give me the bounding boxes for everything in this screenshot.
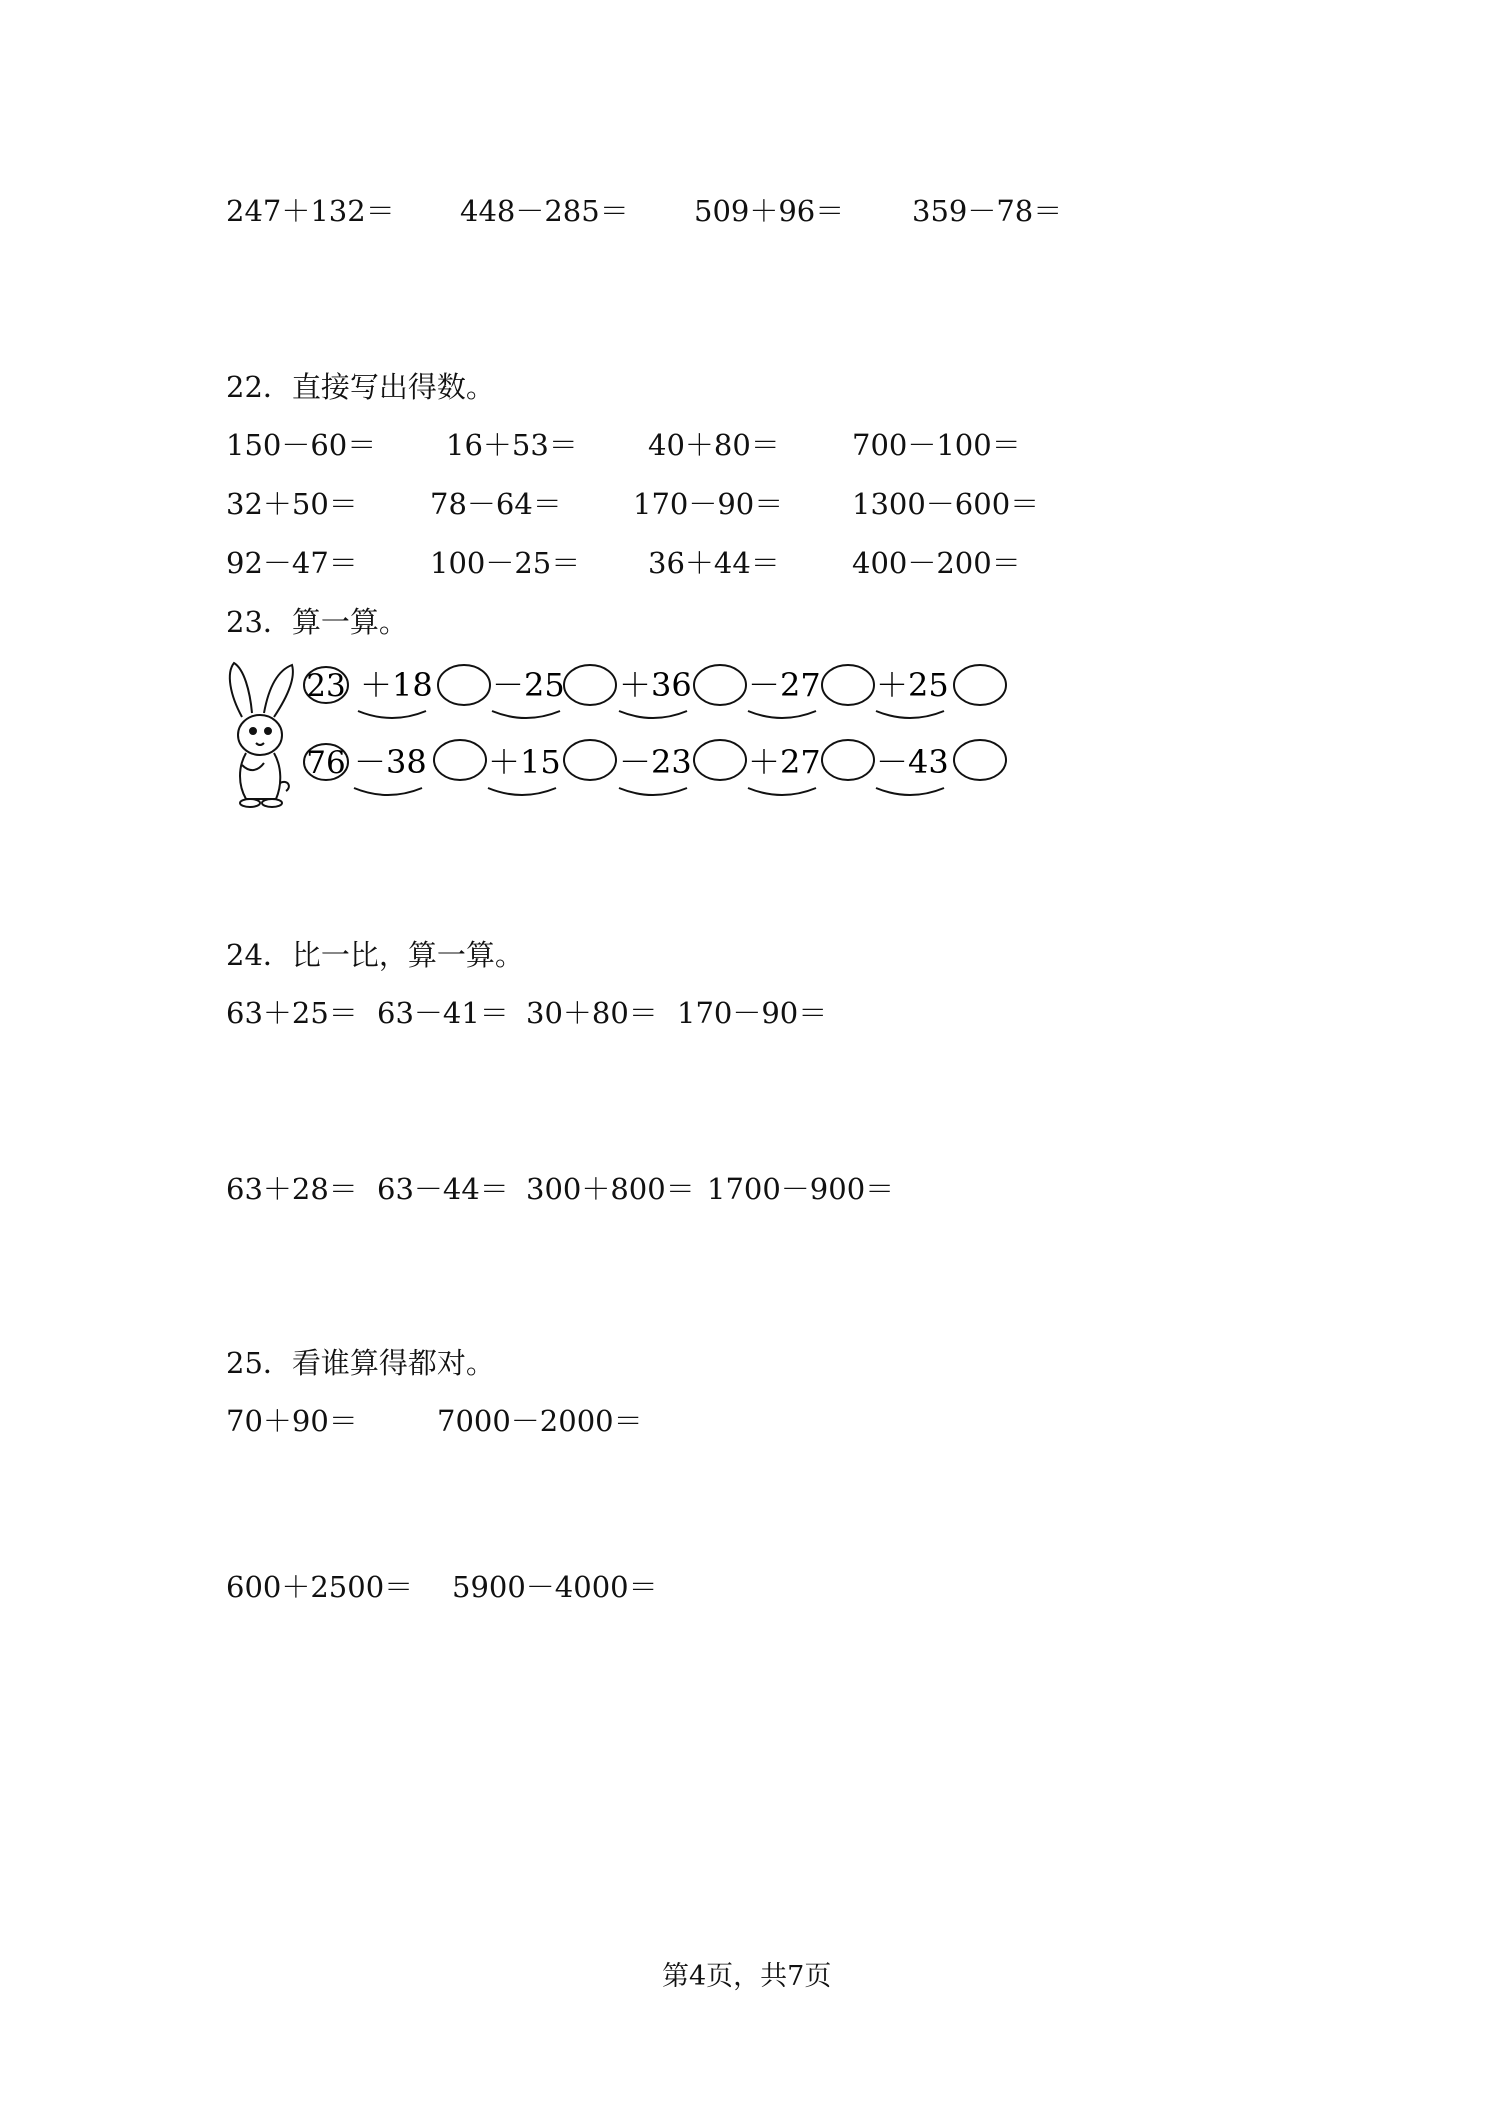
chain-op: －25 bbox=[492, 666, 565, 704]
top-eq-4: 359－78＝ bbox=[912, 194, 1063, 228]
chain-op: ＋15 bbox=[488, 743, 561, 781]
q25-title: 25．看谁算得都对。 bbox=[226, 1346, 495, 1380]
q25-eq: 70＋90＝ bbox=[226, 1404, 358, 1438]
q24-eq: 300＋800＝ bbox=[526, 1172, 695, 1206]
answer-circle[interactable] bbox=[822, 740, 874, 780]
q22-title: 22．直接写出得数。 bbox=[226, 370, 495, 404]
q22-eq: 92－47＝ bbox=[226, 546, 358, 580]
answer-circle[interactable] bbox=[694, 740, 746, 780]
chain-op: ＋27 bbox=[748, 743, 821, 781]
q25-eq: 7000－2000＝ bbox=[437, 1404, 643, 1438]
rabbit-icon bbox=[230, 663, 293, 807]
answer-circle[interactable] bbox=[564, 740, 616, 780]
answer-circle[interactable] bbox=[694, 665, 746, 705]
answer-circle[interactable] bbox=[954, 740, 1006, 780]
chain-op: ＋36 bbox=[619, 666, 692, 704]
q24-eq: 63－41＝ bbox=[377, 996, 509, 1030]
q22-eq: 78－64＝ bbox=[430, 487, 562, 521]
chain-op: －27 bbox=[748, 666, 821, 704]
answer-circle[interactable] bbox=[564, 665, 616, 705]
q22-eq: 700－100＝ bbox=[852, 428, 1021, 462]
top-eq-1: 247＋132＝ bbox=[226, 194, 395, 228]
q24-eq: 1700－900＝ bbox=[707, 1172, 895, 1206]
chain-op: －43 bbox=[876, 743, 949, 781]
q22-eq: 170－90＝ bbox=[633, 487, 784, 521]
q25-eq: 600＋2500＝ bbox=[226, 1570, 414, 1604]
page-footer: 第4页，共7页 bbox=[662, 1961, 832, 1992]
answer-circle[interactable] bbox=[822, 665, 874, 705]
q25-eq: 5900－4000＝ bbox=[452, 1570, 658, 1604]
q24-eq: 170－90＝ bbox=[677, 996, 828, 1030]
q22-eq: 400－200＝ bbox=[852, 546, 1021, 580]
q24-eq: 63－44＝ bbox=[377, 1172, 509, 1206]
q24-title: 24．比一比，算一算。 bbox=[226, 938, 524, 972]
q22-eq: 32＋50＝ bbox=[226, 487, 358, 521]
q22-eq: 1300－600＝ bbox=[852, 487, 1040, 521]
top-eq-2: 448－285＝ bbox=[460, 194, 629, 228]
chain-op: ＋18 bbox=[360, 666, 433, 704]
q23-title: 23．算一算。 bbox=[226, 605, 408, 639]
answer-circle[interactable] bbox=[438, 665, 490, 705]
chain-2 bbox=[304, 740, 1006, 795]
chain-2-start: 76 bbox=[306, 745, 346, 781]
q24-eq: 30＋80＝ bbox=[526, 996, 658, 1030]
chain-op: ＋25 bbox=[876, 666, 949, 704]
q22-eq: 40＋80＝ bbox=[648, 428, 780, 462]
q22-eq: 150－60＝ bbox=[226, 428, 377, 462]
q23-chain-figure bbox=[220, 655, 1040, 815]
answer-circle[interactable] bbox=[434, 740, 486, 780]
q22-eq: 36＋44＝ bbox=[648, 546, 780, 580]
chain-1 bbox=[304, 665, 1006, 718]
q24-eq: 63＋28＝ bbox=[226, 1172, 358, 1206]
q22-eq: 16＋53＝ bbox=[446, 428, 578, 462]
top-eq-3: 509＋96＝ bbox=[694, 194, 845, 228]
chain-op: －23 bbox=[619, 743, 692, 781]
chain-op: －38 bbox=[354, 743, 427, 781]
q22-eq: 100－25＝ bbox=[430, 546, 581, 580]
q24-eq: 63＋25＝ bbox=[226, 996, 358, 1030]
chain-1-start: 23 bbox=[306, 668, 346, 704]
answer-circle[interactable] bbox=[954, 665, 1006, 705]
